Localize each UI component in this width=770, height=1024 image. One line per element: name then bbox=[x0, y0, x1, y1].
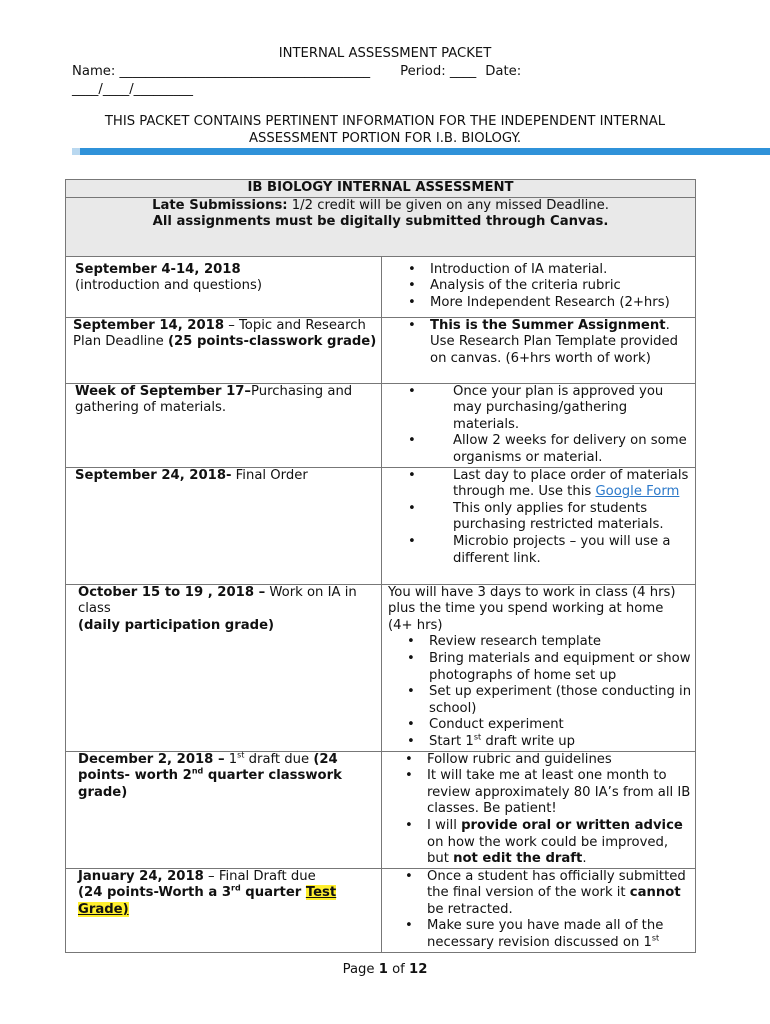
row-date: October 15 to 19 , 2018 – bbox=[78, 584, 266, 600]
final-text-end: be retracted. bbox=[427, 901, 513, 917]
row-date: September 4-14, 2018 bbox=[75, 261, 241, 277]
summer-assignment: This is the Summer Assignment bbox=[430, 317, 666, 333]
list-item: • Follow rubric and guidelines bbox=[391, 752, 692, 769]
row-detail-cell bbox=[382, 383, 696, 467]
row-description: Final Order bbox=[231, 467, 308, 483]
page-label: Page bbox=[342, 962, 379, 977]
google-form-link[interactable]: Google Form bbox=[595, 484, 680, 500]
row-date-cell bbox=[66, 256, 382, 317]
header-rule bbox=[72, 148, 770, 155]
row-date-cell bbox=[66, 383, 382, 467]
name-label: Name: ______________________________________ bbox=[72, 64, 371, 79]
packet-notice: THIS PACKET CONTAINS PERTINENT INFORMATION FOR THE INDEPENDENT INTERNAL ASSESSMENT PORTION FOR I.B. BIOLOGY. bbox=[104, 114, 666, 146]
row-grade: (24 points- worth 2 bbox=[78, 751, 338, 784]
row-date: September 14, 2018 bbox=[73, 317, 225, 333]
table-title: IB BIOLOGY INTERNAL ASSESSMENT bbox=[66, 180, 696, 198]
advice-text-mid: on how the work could be improved, but bbox=[427, 834, 669, 867]
late-label: Late Submissions: bbox=[152, 197, 288, 213]
row-description: – Final Draft due bbox=[203, 868, 316, 884]
row-date: December 2, 2018 – bbox=[78, 751, 225, 767]
row-grade-end: quarter classwork grade) bbox=[78, 768, 342, 800]
ordinal-suffix: rd bbox=[231, 883, 241, 893]
list-item: • Microbio projects – you will use a different link. bbox=[391, 534, 692, 567]
list-item: • Conduct experiment bbox=[388, 717, 692, 734]
row-description: Purchasing and gathering of materials. bbox=[75, 383, 353, 416]
list-item: • More Independent Research (2+hrs) bbox=[391, 295, 692, 312]
ia-schedule-table bbox=[65, 179, 696, 953]
header-rule-accent bbox=[72, 148, 80, 155]
ordinal-suffix: st bbox=[237, 750, 245, 760]
ordinal-suffix: st bbox=[473, 732, 482, 742]
late-text: 1/2 credit will be given on any missed Deadline. bbox=[287, 197, 609, 213]
order-text: Last day to place order of materials through me. Use this bbox=[453, 467, 689, 500]
row-date-cell bbox=[66, 467, 382, 584]
row-date: January 24, 2018 bbox=[78, 868, 204, 884]
list-item: • Analysis of the criteria rubric bbox=[391, 278, 692, 295]
row-date-cell bbox=[66, 868, 382, 952]
name-line bbox=[72, 64, 521, 81]
table-row bbox=[66, 383, 696, 467]
advice-text: I will bbox=[427, 817, 462, 833]
row-description: draft due bbox=[244, 751, 314, 767]
list-item: • Introduction of IA material. bbox=[391, 262, 692, 279]
advice-end: . bbox=[582, 851, 587, 867]
test-grade-highlight: Test Grade) bbox=[78, 885, 337, 917]
row-detail-cell bbox=[382, 868, 696, 952]
no-edit-bold: not edit the draft bbox=[453, 851, 583, 867]
row-date-cell bbox=[66, 317, 382, 383]
period-label: Period: ____ bbox=[400, 64, 477, 79]
page-number: 1 bbox=[378, 962, 388, 977]
revision-text: Make sure you have made all of the necessary revision discussed on 1 bbox=[427, 918, 664, 951]
list-item bbox=[388, 734, 692, 751]
draft-number: 1 bbox=[224, 751, 238, 767]
list-item bbox=[391, 918, 692, 951]
list-item: • This only applies for students purchasing restricted materials. bbox=[391, 501, 692, 534]
draft-text-end: draft write up bbox=[481, 733, 576, 749]
table-instructions bbox=[66, 197, 696, 256]
row-detail-cell bbox=[382, 467, 696, 584]
row-date-cell bbox=[66, 751, 382, 868]
table-row bbox=[66, 317, 696, 383]
list-item bbox=[391, 869, 692, 919]
cannot-bold: cannot bbox=[629, 885, 681, 901]
row-detail-cell bbox=[382, 751, 696, 868]
advice-bold: provide oral or written advice bbox=[461, 817, 683, 833]
row-subtitle: (introduction and questions) bbox=[75, 278, 262, 294]
row-detail-cell bbox=[382, 256, 696, 317]
canvas-note: All assignments must be digitally submitted through Canvas. bbox=[152, 214, 609, 230]
list-item: • Once your plan is approved you may purchasing/gathering materials. bbox=[391, 384, 692, 434]
list-item: • Set up experiment (those conducting in school) bbox=[388, 684, 692, 717]
list-item bbox=[391, 818, 692, 868]
table-row bbox=[66, 868, 696, 952]
table-row bbox=[66, 256, 696, 317]
table-row bbox=[66, 751, 696, 868]
list-item: • Bring materials and equipment or show photographs of home set up bbox=[388, 651, 692, 684]
row-date: Week of September 17– bbox=[75, 383, 252, 399]
row-detail-cell bbox=[382, 584, 696, 751]
summer-assignment-detail: . Use Research Plan Template provided on canvas. (6+hrs worth of work) bbox=[430, 317, 679, 366]
row-date-cell bbox=[66, 584, 382, 751]
list-item bbox=[391, 468, 692, 501]
row-date: September 24, 2018- bbox=[75, 467, 232, 483]
row-intro: You will have 3 days to work in class (4 hrs) plus the time you spend working at home (4+ hrs) bbox=[388, 584, 676, 633]
row-description: – Topic and Research Plan Deadline bbox=[73, 317, 366, 350]
row-grade: (25 points-classwork grade) bbox=[167, 334, 377, 350]
list-item: • Review research template bbox=[388, 634, 692, 651]
date-blank: ____/____/_________ bbox=[72, 82, 193, 97]
date-label: Date: bbox=[485, 64, 522, 79]
draft-text: Start 1 bbox=[429, 733, 474, 749]
page-title: INTERNAL ASSESSMENT PACKET bbox=[278, 46, 492, 61]
table-row bbox=[66, 467, 696, 584]
row-grade: (daily participation grade) bbox=[78, 617, 275, 633]
list-item: • It will take me at least one month to review approximately 80 IA’s from all IB classes. Be patient! bbox=[391, 768, 692, 818]
row-grade: (24 points-Worth a 3 bbox=[78, 885, 232, 901]
final-text: Once a student has officially submitted the final version of the work it bbox=[427, 868, 686, 901]
row-description: Work on IA in class bbox=[78, 584, 357, 617]
ordinal-suffix: nd bbox=[191, 766, 204, 776]
page-footer bbox=[0, 962, 770, 979]
list-item: • Allow 2 weeks for delivery on some organisms or material. bbox=[391, 433, 692, 466]
of-label: of bbox=[387, 962, 410, 977]
table-row bbox=[66, 584, 696, 751]
ordinal-suffix: st bbox=[651, 933, 660, 943]
page-total: 12 bbox=[409, 962, 428, 977]
row-grade-mid: quarter bbox=[240, 885, 306, 901]
list-item bbox=[391, 318, 692, 368]
row-detail-cell bbox=[382, 317, 696, 383]
